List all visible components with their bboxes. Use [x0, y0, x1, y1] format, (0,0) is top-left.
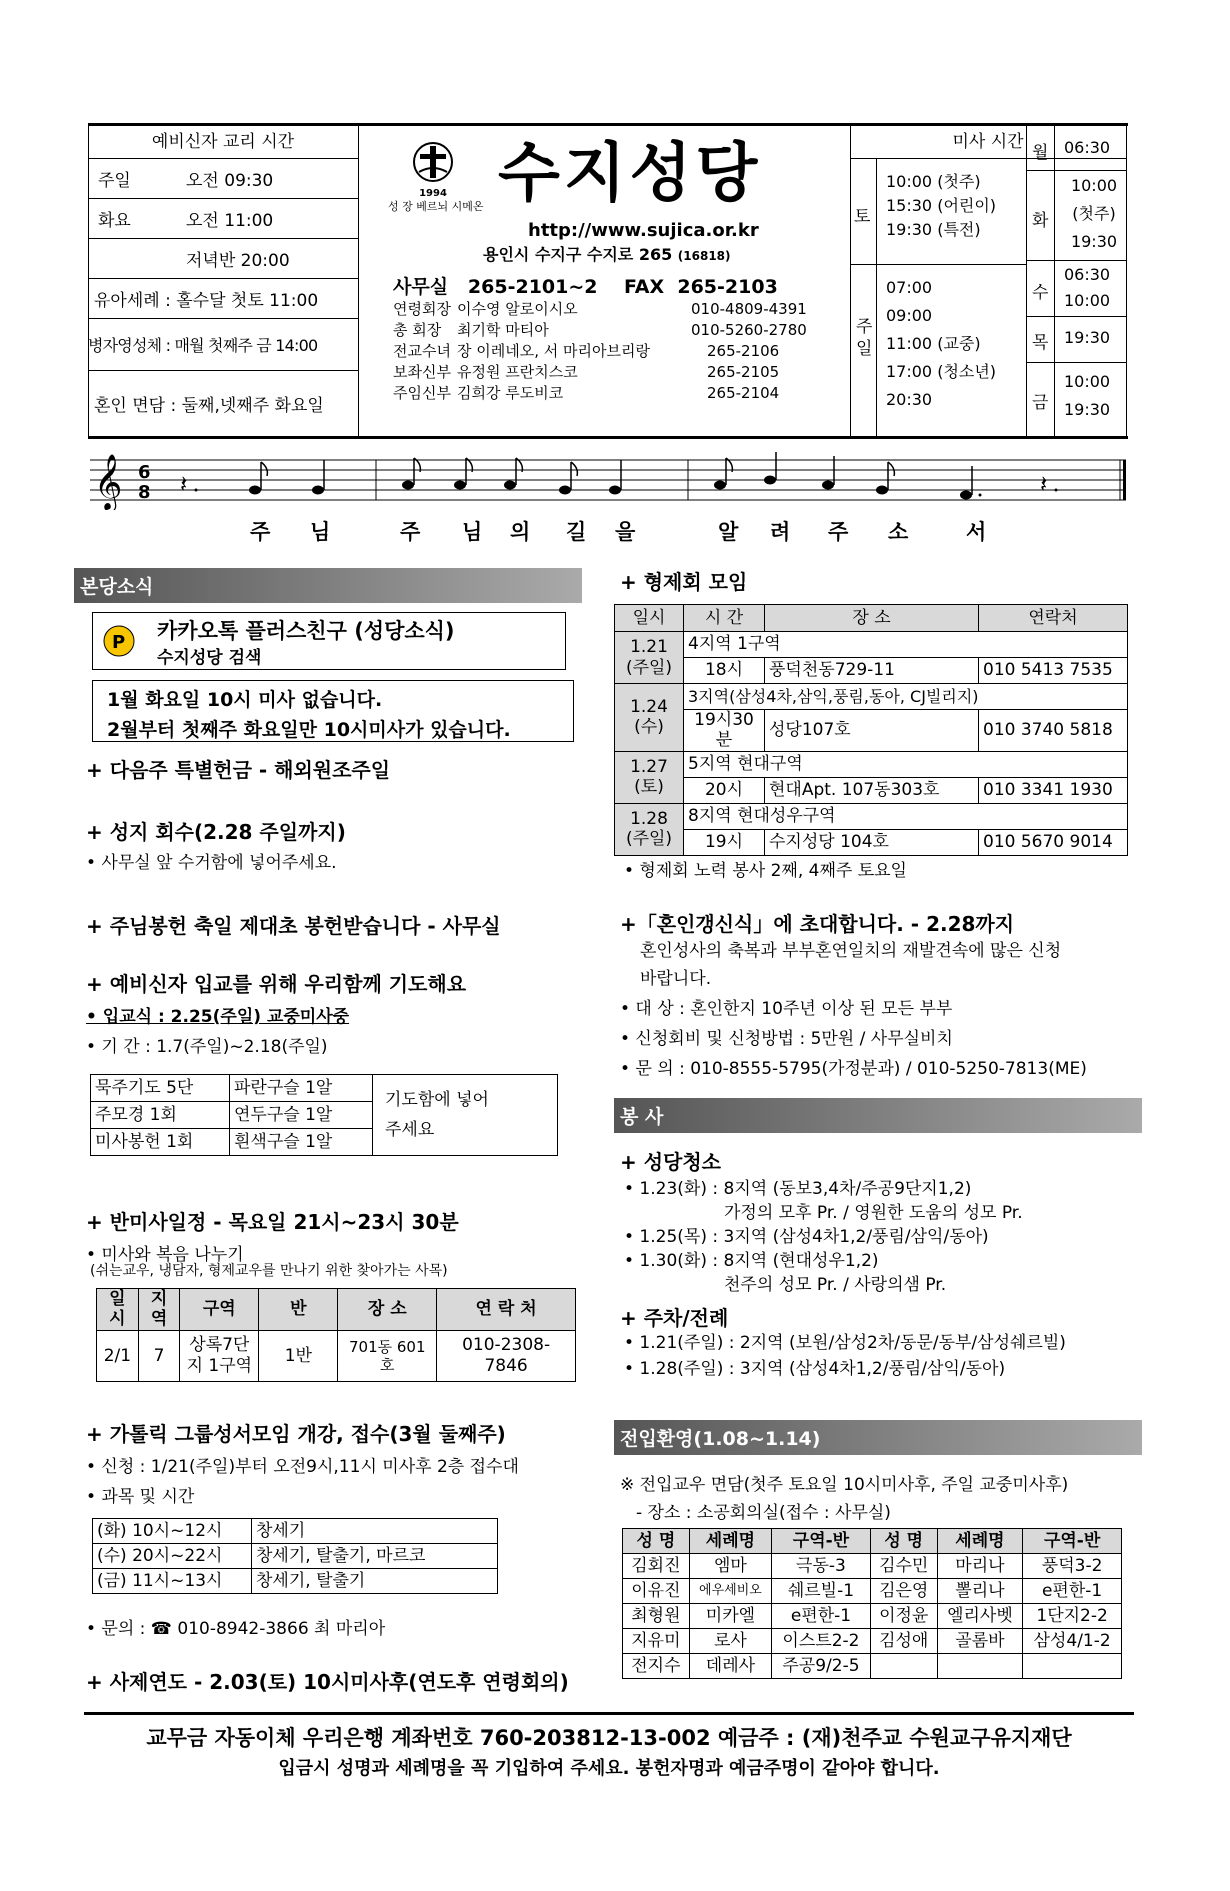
- mass-schedule: [850, 126, 1126, 436]
- table-header: [97, 1289, 576, 1331]
- weekday-label: 월: [1032, 143, 1049, 163]
- logo-year: 1994: [419, 188, 447, 199]
- table-row: [615, 632, 1128, 658]
- staff-phone: 265-2105: [707, 362, 780, 381]
- header-cell: 장 소: [338, 1289, 437, 1331]
- cat-day: 주일: [98, 170, 131, 191]
- footer-note: 입금시 성명과 세례명을 꼭 기입하여 주세요. 봉헌자명과 예금주명이 같아야 합니다.: [278, 1758, 940, 1779]
- table-cell: 주공9/2-5: [772, 1654, 871, 1679]
- mass-time: 10:00: [1070, 176, 1118, 195]
- marriage-interview: 혼인 면담 : 둘째,넷째주 화요일: [94, 395, 324, 416]
- sun-label: 주일: [856, 317, 873, 359]
- staff-name: 이수영 알로이시오: [457, 300, 578, 318]
- table-row: [615, 829, 1128, 855]
- table-row: [623, 1604, 1122, 1629]
- logo-text: 성 장 베르뇌 시메온: [388, 200, 484, 213]
- staff-phone: 010-4809-4391: [691, 299, 807, 318]
- table-cell: 1반: [259, 1330, 338, 1381]
- cat-time: 저녁반 20:00: [186, 250, 290, 271]
- mass-time: 17:00 (청소년): [886, 362, 997, 381]
- header-cell: 시 간: [684, 605, 765, 632]
- mass-time: 09:00: [886, 306, 933, 325]
- staff-name: 유정원 프란치스코: [457, 363, 578, 381]
- table-cell: 이유진: [623, 1579, 690, 1604]
- header-cell: 연락처: [979, 605, 1128, 632]
- table-cell: 김회진: [623, 1554, 690, 1579]
- lyric-syllable: 길: [566, 520, 587, 544]
- renewal-heading: +「혼인갱신식」에 초대합니다. - 2.28까지: [620, 912, 1015, 936]
- table-cell: 성당107호: [765, 710, 979, 752]
- cat-time: 오전 09:30: [186, 170, 274, 191]
- header-cell: 세례명: [689, 1529, 771, 1554]
- staff-name: 김희강 루도비코: [457, 384, 564, 402]
- music-staff: [90, 448, 1130, 510]
- parish-url[interactable]: http://www.sujica.or.kr: [528, 220, 759, 241]
- parish-logo: [388, 140, 484, 220]
- infant-baptism: 유아세례 : 홀수달 첫토 11:00: [94, 290, 319, 311]
- table-row: [615, 777, 1128, 803]
- bible-heading: + 가톨릭 그룹성서모임 개강, 접수(3월 둘째주): [86, 1422, 506, 1446]
- table-cell: 수지성당 104호: [765, 829, 979, 855]
- header-cell: 일시: [615, 605, 684, 632]
- table-cell: 최형원: [623, 1604, 690, 1629]
- lyric-syllable: 서: [966, 520, 987, 544]
- table-cell: 연두구슬 1알: [230, 1102, 373, 1129]
- pray-note-line: 기도함에 넣어: [385, 1090, 489, 1110]
- pray-table: [90, 1074, 558, 1156]
- lyric-syllable: 주: [400, 520, 421, 544]
- clean-heading: + 성당청소: [620, 1150, 722, 1174]
- table-row: [623, 1654, 1122, 1679]
- staff-phone: 010-5260-2780: [691, 320, 807, 339]
- table-cell: 이스트2-2: [772, 1629, 871, 1654]
- table-cell: 에우세비오: [689, 1579, 771, 1604]
- table-cell: [870, 1654, 937, 1679]
- staff-role: 전교수녀: [393, 342, 451, 360]
- bible-table: [92, 1518, 498, 1594]
- mass-time: 10:00 (첫주): [886, 172, 981, 191]
- table-cell: 골롬바: [937, 1629, 1023, 1654]
- table-cell: 엘리사벳: [937, 1604, 1023, 1629]
- weekday-times: [1064, 262, 1110, 314]
- address-text: 용인시 수지구 수지로 265: [483, 245, 673, 264]
- staff-role: 연령회장: [393, 300, 451, 318]
- region-cell: 3지역(삼성4차,삼익,풍림,동아, CJ빌리지): [684, 684, 1128, 710]
- table-row: [623, 1579, 1122, 1604]
- halfmass-note: (쉬는교우, 냉담자, 형제교우를 만나기 위한 찾아가는 사목): [90, 1263, 448, 1279]
- office-contacts: [393, 272, 778, 299]
- table-row: [93, 1569, 498, 1594]
- table-cell: 창세기, 탈출기: [252, 1569, 498, 1594]
- renewal-fee: • 신청회비 및 신청방법 : 5만원 / 사무실비치: [620, 1029, 953, 1049]
- staff-row: [393, 361, 843, 382]
- header-cell: 지역: [138, 1289, 180, 1331]
- mass-time: 11:00 (교중): [886, 334, 981, 353]
- cat-time: 오전 11:00: [186, 210, 274, 231]
- fax-label: FAX: [623, 276, 665, 298]
- footer-rule: [84, 1712, 1134, 1715]
- table-cell: 묵주기도 5단: [91, 1075, 230, 1102]
- zip-code: (16818): [677, 249, 731, 263]
- clean-item: 가정의 모후 Pr. / 영원한 도움의 성모 Pr.: [724, 1203, 1023, 1223]
- mass-time: 10:00: [1064, 291, 1111, 310]
- table-cell: 흰색구슬 1알: [230, 1129, 373, 1156]
- table-cell: 010 3341 1930: [979, 777, 1128, 803]
- mass-time: 19:30: [1064, 328, 1111, 347]
- halfmass-sub: • 미사와 복음 나누기: [86, 1245, 244, 1265]
- region-cell: 5지역 현대구역: [684, 751, 1128, 777]
- table-cell: e편한-1: [772, 1604, 871, 1629]
- date-cell: 1.28 (주일): [615, 803, 684, 855]
- catechumen-title: 예비신자 교리 시간: [88, 126, 358, 159]
- offering-heading: + 다음주 특별헌금 - 해외원조주일: [86, 758, 391, 782]
- table-cell: 창세기, 탈출기, 마르코: [252, 1544, 498, 1569]
- renewal-target: • 대 상 : 혼인한지 10주년 이상 된 모든 부부: [620, 999, 953, 1019]
- region-cell: 4지역 1구역: [684, 632, 1128, 658]
- table-row: [93, 1519, 498, 1544]
- weekday-label: 금: [1032, 393, 1049, 413]
- date-cell: 1.21 (주일): [615, 632, 684, 684]
- music-notation-icon: [90, 448, 1130, 510]
- cross-logo-icon: [411, 140, 455, 184]
- lyric-syllable: 주: [250, 520, 271, 544]
- table-cell: 삼성4/1-2: [1023, 1629, 1122, 1654]
- staff-row: [393, 319, 843, 340]
- staff-list: [393, 298, 843, 403]
- bible-course: • 과목 및 시간: [86, 1487, 195, 1507]
- renewal-contact: • 문 의 : 010-8555-5795(가정분과) / 010-5250-7813(ME): [620, 1059, 1087, 1079]
- mass-time: 20:30: [886, 390, 933, 409]
- table-row: [615, 710, 1128, 752]
- table-cell: 상록7단지 1구역: [180, 1330, 259, 1381]
- palm-note: • 사무실 앞 수거함에 넣어주세요.: [86, 853, 337, 873]
- parish-name: 수지성당: [498, 137, 762, 211]
- notice-line: 1월 화요일 10시 미사 없습니다.: [107, 689, 383, 711]
- footer-account: 교무금 자동이체 우리은행 계좌번호 760-203812-13-002 예금주 : (재)천주교 수원교구유지재단: [146, 1726, 1072, 1750]
- staff-role: 총 회장: [393, 321, 442, 339]
- sick-communion: 병자영성체 : 매월 첫째주 금 14:00: [88, 335, 318, 355]
- sun-times: [886, 274, 996, 414]
- table-cell: 마리나: [937, 1554, 1023, 1579]
- header-cell: 반: [259, 1289, 338, 1331]
- renewal-text: 혼인성사의 축복과 부부혼연일치의 재발견속에 많은 신청: [640, 941, 1062, 961]
- bible-contact: • 문의 : ☎ 010-8942-3866 최 마리아: [86, 1619, 386, 1639]
- table-cell: [937, 1654, 1023, 1679]
- parking-item: • 1.28(주일) : 3지역 (삼성4차1,2/풍림/삼익/동아): [624, 1359, 1006, 1379]
- mass-time: 10:00: [1064, 372, 1111, 391]
- table-cell: 지유미: [623, 1629, 690, 1654]
- pray-period: • 기 간 : 1.7(주일)~2.18(주일): [86, 1037, 328, 1057]
- table-cell: 010 5413 7535: [979, 658, 1128, 684]
- svg-text:P: P: [112, 632, 126, 653]
- notice-line: 2월부터 첫째주 화요일만 10시미사가 있습니다.: [107, 719, 511, 741]
- office-label: 사무실: [393, 276, 449, 298]
- renewal-text: 바랍니다.: [640, 969, 712, 989]
- table-cell: 19시: [684, 829, 765, 855]
- table-cell: 18시: [684, 658, 765, 684]
- lyric-syllable: 주: [828, 520, 849, 544]
- table-header: [615, 605, 1128, 632]
- table-cell: 엠마: [689, 1554, 771, 1579]
- clean-item: • 1.25(목) : 3지역 (삼성4차1,2/풍림/삼익/동아): [624, 1227, 989, 1247]
- table-cell: 19시30분: [684, 710, 765, 752]
- table-cell: (화) 10시~12시: [93, 1519, 252, 1544]
- staff-name: 최기학 마티아: [457, 321, 549, 339]
- lyrics: [90, 516, 1130, 546]
- table-cell: 1단지2-2: [1023, 1604, 1122, 1629]
- staff-role: 주임신부: [393, 384, 451, 402]
- kakao-sub: 수지성당 검색: [157, 648, 262, 668]
- staff-row: [393, 340, 843, 361]
- halfmass-heading: + 반미사일정 - 목요일 21시~23시 30분: [86, 1210, 459, 1234]
- date-cell: 1.27 (토): [615, 751, 684, 803]
- svg-text:𝄞: 𝄞: [94, 454, 123, 510]
- table-cell: 010 5670 9014: [979, 829, 1128, 855]
- table-row: [615, 751, 1128, 777]
- notice-box: [92, 680, 574, 742]
- kakao-box: [92, 612, 566, 670]
- mass-time: 19:30 (특전): [886, 220, 981, 239]
- parish-address: [483, 242, 731, 265]
- brothers-table: [614, 604, 1128, 856]
- brothers-heading: + 형제회 모임: [620, 570, 748, 594]
- lyric-syllable: 님: [462, 520, 483, 544]
- clean-item: 천주의 성모 Pr. / 사랑의샘 Pr.: [724, 1275, 947, 1295]
- weekday-label: 수: [1032, 283, 1049, 303]
- table-header: [623, 1529, 1122, 1554]
- table-cell: 전지수: [623, 1654, 690, 1679]
- table-cell: [1023, 1654, 1122, 1679]
- section-news: 본당소식: [74, 568, 582, 603]
- date-cell: 1.24 (수): [615, 684, 684, 752]
- palm-heading: + 성지 회수(2.28 주일까지): [86, 820, 346, 844]
- table-cell: 7: [138, 1330, 180, 1381]
- staff-phone: 265-2104: [707, 383, 780, 402]
- table-cell: 주모경 1회: [91, 1102, 230, 1129]
- svg-text:𝄽: 𝄽: [180, 470, 188, 498]
- mass-time: 07:00: [886, 278, 933, 297]
- section-welcome: 전입환영(1.08~1.14): [614, 1420, 1142, 1455]
- weekday-label: 화: [1032, 211, 1049, 231]
- mass-time: 06:30: [1064, 265, 1111, 284]
- header-cell: 성 명: [623, 1529, 690, 1554]
- sat-label: 토: [854, 207, 871, 227]
- table-cell: 김성애: [870, 1629, 937, 1654]
- table-cell: 뽈리나: [937, 1579, 1023, 1604]
- catechumen-schedule: [88, 126, 358, 436]
- mass-time: 19:30: [1064, 400, 1111, 419]
- header-cell: 구역: [180, 1289, 259, 1331]
- kakao-plus-icon: [103, 625, 135, 657]
- table-cell: 풍덕3-2: [1023, 1554, 1122, 1579]
- table-cell: 현대Apt. 107동303호: [765, 777, 979, 803]
- table-cell: 파란구슬 1알: [230, 1075, 373, 1102]
- pray-heading: + 예비신자 입교를 위해 우리함께 기도해요: [86, 972, 467, 996]
- table-row: [623, 1554, 1122, 1579]
- welcome-table: [622, 1528, 1122, 1679]
- lyric-syllable: 려: [770, 520, 791, 544]
- mass-time: (첫주): [1072, 204, 1116, 223]
- svg-text:8: 8: [138, 482, 151, 503]
- staff-row: [393, 298, 843, 319]
- table-cell: 풍덕천동729-11: [765, 658, 979, 684]
- table-cell: 미사봉헌 1회: [91, 1129, 230, 1156]
- section-service: 봉 사: [614, 1098, 1142, 1133]
- staff-phone: 265-2106: [707, 341, 780, 360]
- table-cell: 701동 601호: [338, 1330, 437, 1381]
- svg-text:𝄽: 𝄽: [1040, 470, 1048, 498]
- mass-title: 미사 시간: [850, 126, 1126, 159]
- table-cell: 데레사: [689, 1654, 771, 1679]
- table-row: [615, 803, 1128, 829]
- staff-row: [393, 382, 843, 403]
- table-cell: 김은영: [870, 1579, 937, 1604]
- staff-name: 장 이레네오, 서 마리아브리랑: [457, 342, 650, 360]
- table-row: [615, 684, 1128, 710]
- priest-anniversary: + 사제연도 - 2.03(토) 10시미사후(연도후 연령회의): [86, 1670, 569, 1694]
- candle-heading: + 주님봉헌 축일 제대초 봉헌받습니다 - 사무실: [86, 914, 501, 938]
- table-cell: (수) 20시~22시: [93, 1544, 252, 1569]
- table-row: [91, 1075, 558, 1102]
- svg-text:6: 6: [138, 462, 151, 483]
- brothers-note: • 형제회 노력 봉사 2째, 4째주 토요일: [624, 861, 907, 881]
- pray-note-line: 주세요: [385, 1120, 435, 1140]
- header-cell: 장 소: [765, 605, 979, 632]
- table-cell: 010 3740 5818: [979, 710, 1128, 752]
- header-cell: 일시: [97, 1289, 139, 1331]
- table-cell: 로사: [689, 1629, 771, 1654]
- header-cell: 성 명: [870, 1529, 937, 1554]
- staff-role: 보좌신부: [393, 363, 451, 381]
- table-cell: (금) 11시~13시: [93, 1569, 252, 1594]
- lyric-syllable: 의: [510, 520, 531, 544]
- bible-apply: • 신청 : 1/21(주일)부터 오전9시,11시 미사후 2층 접수대: [86, 1457, 519, 1477]
- table-row: [623, 1629, 1122, 1654]
- header-cell: 세례명: [937, 1529, 1023, 1554]
- clean-item: • 1.23(화) : 8지역 (동보3,4차/주공9단지1,2): [624, 1179, 972, 1199]
- entry-date: • 입교식 : 2.25(주일) 교중미사중: [86, 1007, 350, 1027]
- mass-time: 15:30 (어린이): [886, 196, 997, 215]
- clean-item: • 1.30(화) : 8지역 (현대성우1,2): [624, 1251, 879, 1271]
- cat-day: 화요: [98, 210, 131, 231]
- table-cell: 쉐르빌-1: [772, 1579, 871, 1604]
- parking-item: • 1.21(주일) : 2지역 (보원/삼성2차/동문/동부/삼성쉐르빌): [624, 1333, 1066, 1353]
- header-cell: 구역-반: [772, 1529, 871, 1554]
- table-cell: 미카엘: [689, 1604, 771, 1629]
- table-cell: 창세기: [252, 1519, 498, 1544]
- table-cell: 극동-3: [772, 1554, 871, 1579]
- table-cell: 이정윤: [870, 1604, 937, 1629]
- table-cell: 20시: [684, 777, 765, 803]
- table-row: [93, 1544, 498, 1569]
- welcome-place: - 장소 : 소공회의실(접수 : 사무실): [636, 1503, 891, 1523]
- header-cell: 구역-반: [1023, 1529, 1122, 1554]
- weekday-times: [1064, 172, 1124, 256]
- weekday-times: [1064, 368, 1110, 424]
- lyric-syllable: 님: [310, 520, 331, 544]
- table-row: [97, 1330, 576, 1381]
- sat-times: [886, 170, 996, 242]
- table-cell: e편한-1: [1023, 1579, 1122, 1604]
- table-cell: 2/1: [97, 1330, 139, 1381]
- halfmass-table: [96, 1288, 576, 1382]
- bulletin-header: [88, 123, 1128, 439]
- mass-time: 19:30: [1070, 232, 1118, 251]
- fax-number: 265-2103: [677, 276, 778, 298]
- table-cell: 010-2308-7846: [437, 1330, 576, 1381]
- lyric-syllable: 소: [888, 520, 909, 544]
- weekday-label: 목: [1032, 333, 1049, 353]
- parking-heading: + 주차/전례: [620, 1306, 729, 1330]
- pray-note: [373, 1075, 558, 1156]
- header-cell: 연 락 처: [437, 1289, 576, 1331]
- region-cell: 8지역 현대성우구역: [684, 803, 1128, 829]
- office-phone: 265-2101~2: [467, 276, 598, 298]
- lyric-syllable: 을: [615, 520, 636, 544]
- lyric-syllable: 알: [718, 520, 739, 544]
- kakao-title: 카카오톡 플러스친구 (성당소식): [157, 619, 455, 643]
- welcome-note: ※ 전입교우 면담(첫주 토요일 10시미사후, 주일 교중미사후): [620, 1475, 1069, 1495]
- mass-time: 06:30: [1064, 138, 1111, 157]
- table-row: [615, 658, 1128, 684]
- table-cell: 김수민: [870, 1554, 937, 1579]
